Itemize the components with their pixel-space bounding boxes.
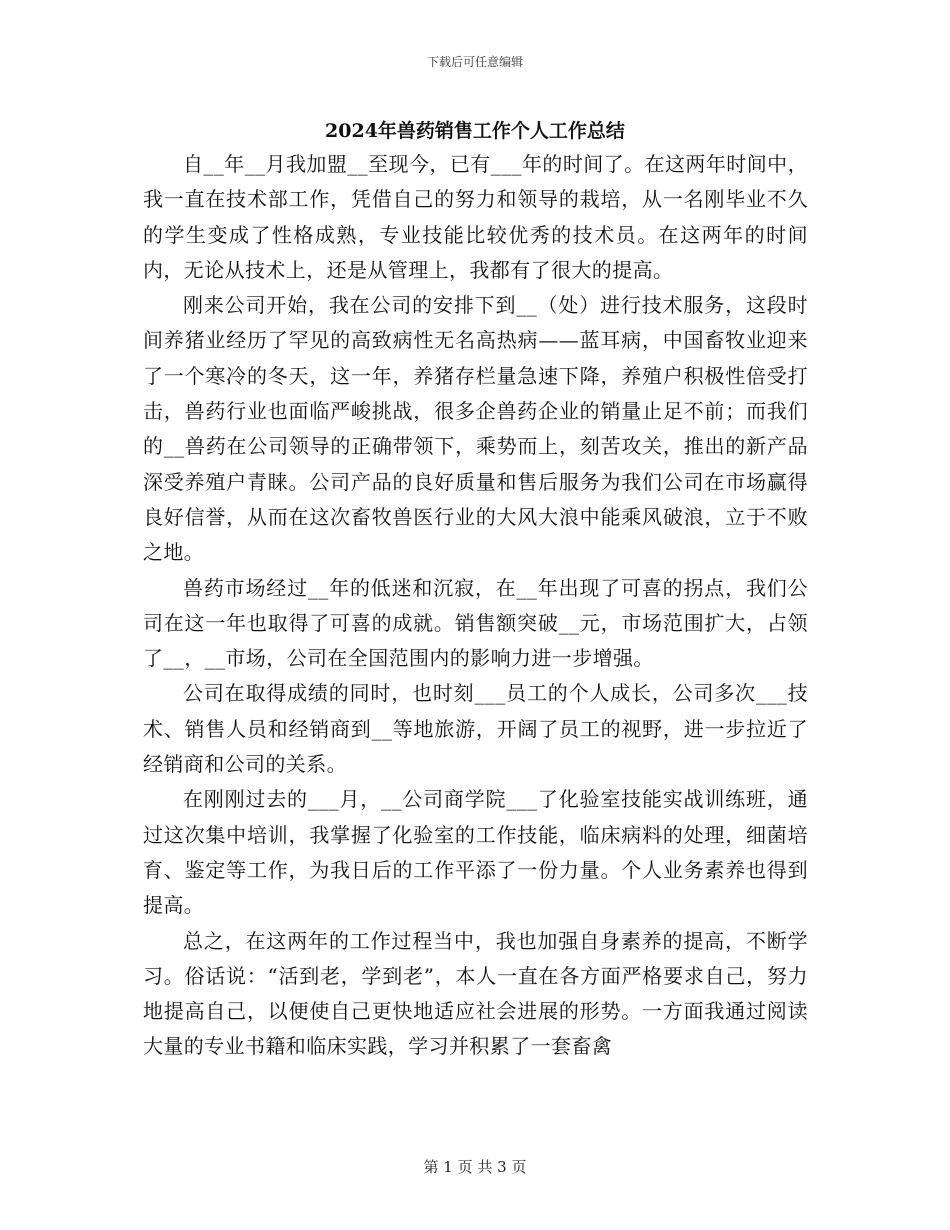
paragraph-1: 自__年__月我加盟__至现今，已有___年的时间了。在这两年时间中，我一直在技术部工作，凭借自己的努力和领导的栽培，从一名刚毕业不久的学生变成了性格成熟，专业技能比较优秀的技术员。在这两年的时间内，无论从技术上，还是从管理上，我都有了很大的提高。: [143, 152, 808, 282]
header-note: 下载后可任意编辑: [426, 55, 523, 69]
paragraph-2: 刚来公司开始，我在公司的安排下到__（处）进行技术服务，这段时间养猪业经历了罕见的高致病性无名高热病——蓝耳病，中国畜牧业迎来了一个寒冷的冬天，这一年，养猪存栏量急速下降，养殖户积极性倍受打击，兽药行业也面临严峻挑战，很多企兽药企业的销量止足不前；而我们的__兽药在公司领导的正确带领下，乘势而上，刻苦攻关，推出的新产品深受养殖户青睐。公司产品的良好质量和售后服务为我们公司在市场赢得良好信誉，从而在这次畜牧兽医行业的大风大浪中能乘风破浪，立于不败之地。: [143, 293, 808, 565]
page-number-footer: 第 1 页 共 3 页: [423, 1158, 527, 1176]
paragraph-3: 兽药市场经过__年的低迷和沉寂，在__年出现了可喜的拐点，我们公司在这一年也取得了可喜的成就。销售额突破__元，市场范围扩大，占领了__，__市场，公司在全国范围内的影响力进一步增强。: [143, 575, 808, 671]
document-body: [143, 147, 808, 1065]
paragraph-5: 在刚刚过去的___月，__公司商学院___了化验室技能实战训练班，通过这次集中培训，我掌握了化验室的工作技能，临床病料的处理，细菌培育、鉴定等工作，为我日后的工作平添了一份力量。个人业务素养也得到提高。: [143, 787, 808, 918]
paragraph-4: 公司在取得成绩的同时，也时刻___员工的个人成长，公司多次___技术、销售人员和经销商到__等地旅游，开阔了员工的视野，进一步拉近了经销商和公司的关系。: [143, 681, 808, 777]
paragraph-6: 总之，在这两年的工作过程当中，我也加强自身素养的提高，不断学习。俗话说：“活到老，学到老”，本人一直在各方面严格要求自己，努力地提高自己，以便使自己更快地适应社会进展的形势。一方面我通过阅读大量的专业书籍和临床实践，学习并积累了一套畜禽: [143, 928, 808, 1059]
document-title: 2024年兽药销售工作个人工作总结: [325, 120, 625, 142]
